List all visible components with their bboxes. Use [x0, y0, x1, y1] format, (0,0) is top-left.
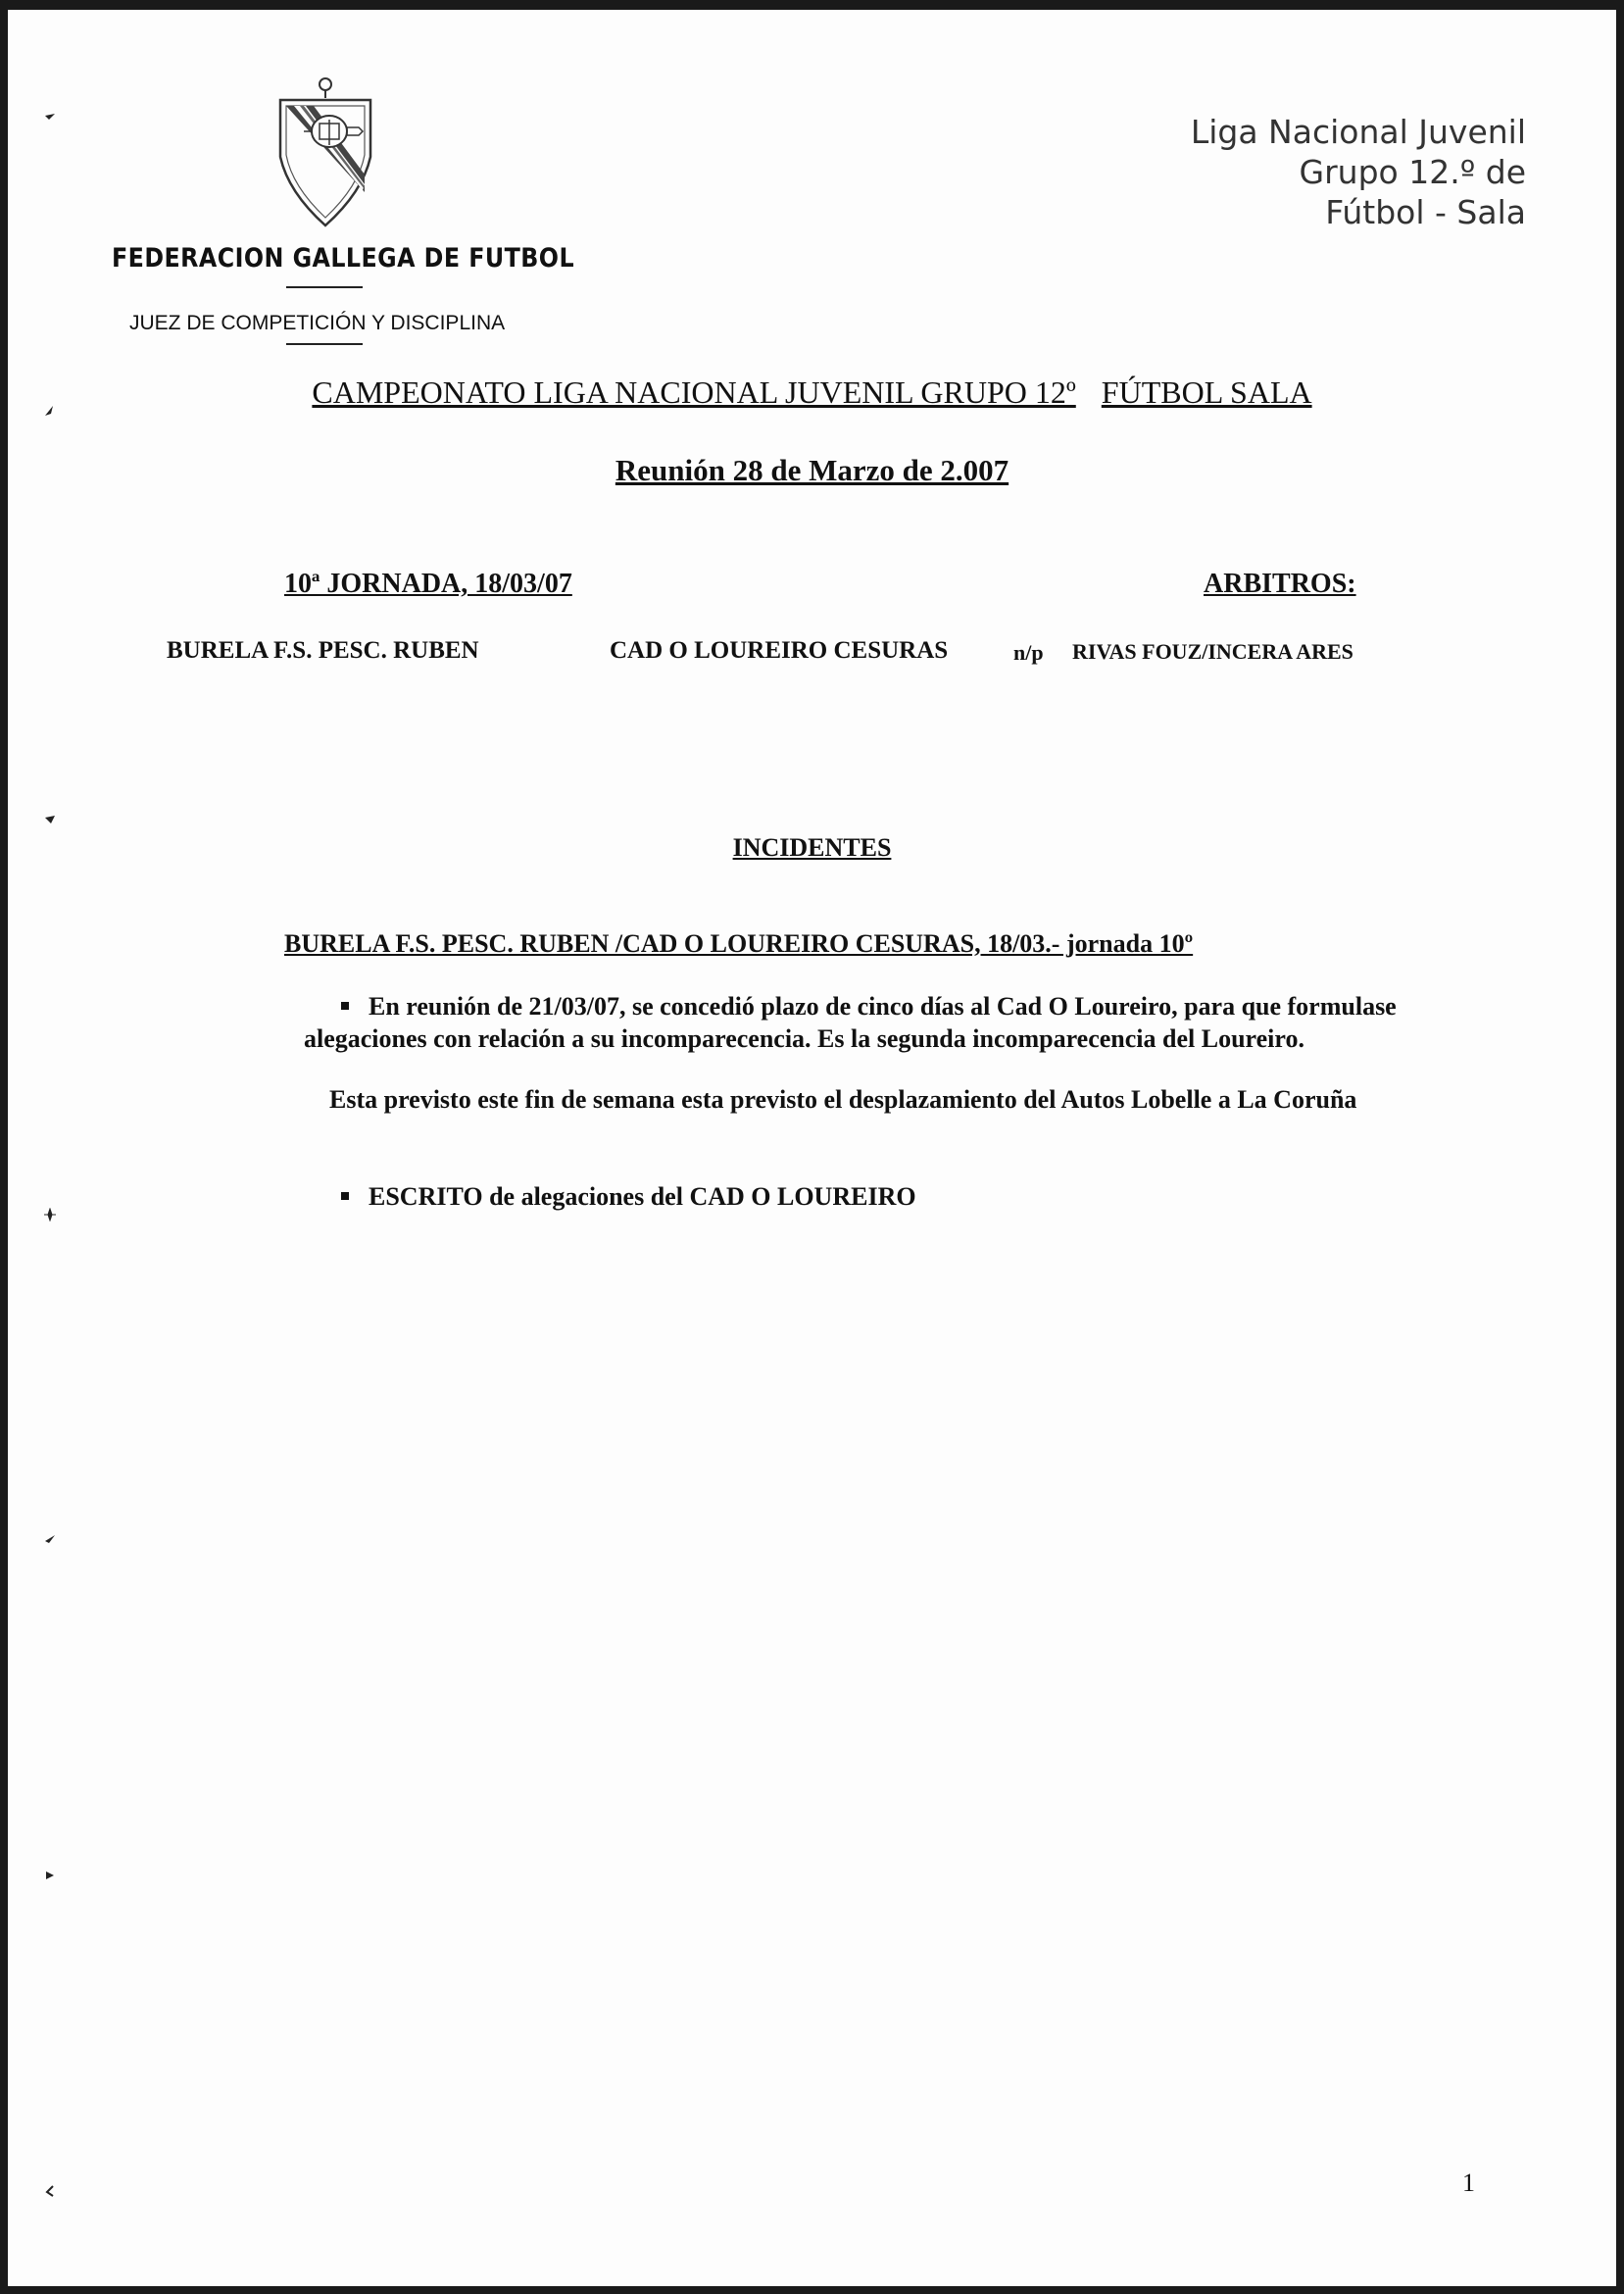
- incident-paragraph: Esta previsto este fin de semana esta previsto el desplazamiento del Autos Lobelle a La Coruña: [329, 1085, 1357, 1114]
- incident-match-title: BURELA F.S. PESC. RUBEN /CAD O LOUREIRO CESURAS, 18/03.- jornada 10º: [284, 929, 1194, 958]
- meeting-date: Reunión 28 de Marzo de 2.007: [615, 453, 1009, 487]
- square-bullet-icon: [341, 1192, 349, 1200]
- referees-heading: ARBITROS:: [1204, 569, 1356, 599]
- incidents-heading: INCIDENTES: [732, 833, 892, 862]
- round-label: 10ª JORNADA, 18/03/07: [284, 569, 572, 599]
- home-team: BURELA F.S. PESC. RUBEN: [167, 637, 479, 664]
- league-line: Fútbol - Sala: [1325, 193, 1526, 231]
- scan-mark-icon: [43, 1208, 57, 1222]
- away-team: CAD O LOUREIRO CESURAS: [610, 637, 949, 664]
- league-heading: [1191, 112, 1526, 232]
- league-line: Grupo 12.º de: [1299, 153, 1526, 191]
- scan-mark-icon: [43, 1869, 57, 1882]
- match-result: n/p: [1013, 640, 1044, 665]
- scan-mark-icon: [43, 812, 57, 825]
- federation-name: FEDERACION GALLEGA DE FUTBOL: [112, 243, 575, 274]
- paragraph-text: ESCRITO de alegaciones del CAD O LOUREIRO: [369, 1182, 916, 1211]
- paragraph-text: En reunión de 21/03/07, se concedió plazo de cinco días al Cad O Loureiro, para que formulase alegaciones con relación a su incomparecencia. Es la segunda incomparecencia del Loureiro.: [304, 992, 1397, 1053]
- scan-mark-icon: [43, 404, 57, 418]
- document-title: [8, 374, 1616, 411]
- page-number: 1: [1462, 2169, 1475, 2197]
- office-name: JUEZ DE COMPETICIÓN Y DISCIPLINA: [129, 312, 506, 334]
- match-referees: RIVAS FOUZ/INCERA ARES: [1072, 639, 1353, 664]
- league-line: Liga Nacional Juvenil: [1190, 113, 1526, 151]
- scan-mark-icon: [43, 2184, 57, 2198]
- scan-mark-icon: [43, 112, 57, 125]
- title-suffix: FÚTBOL SALA: [1101, 374, 1312, 410]
- incident-paragraph: [304, 990, 1500, 1055]
- federation-crest-icon: [274, 76, 376, 233]
- square-bullet-icon: [341, 1002, 349, 1010]
- scan-mark-icon: [43, 1531, 57, 1545]
- divider: [286, 343, 363, 345]
- document-page: [8, 10, 1616, 2286]
- title-main: CAMPEONATO LIGA NACIONAL JUVENIL GRUPO 12º: [312, 374, 1076, 410]
- incident-paragraph: [304, 1182, 916, 1212]
- divider: [286, 286, 363, 288]
